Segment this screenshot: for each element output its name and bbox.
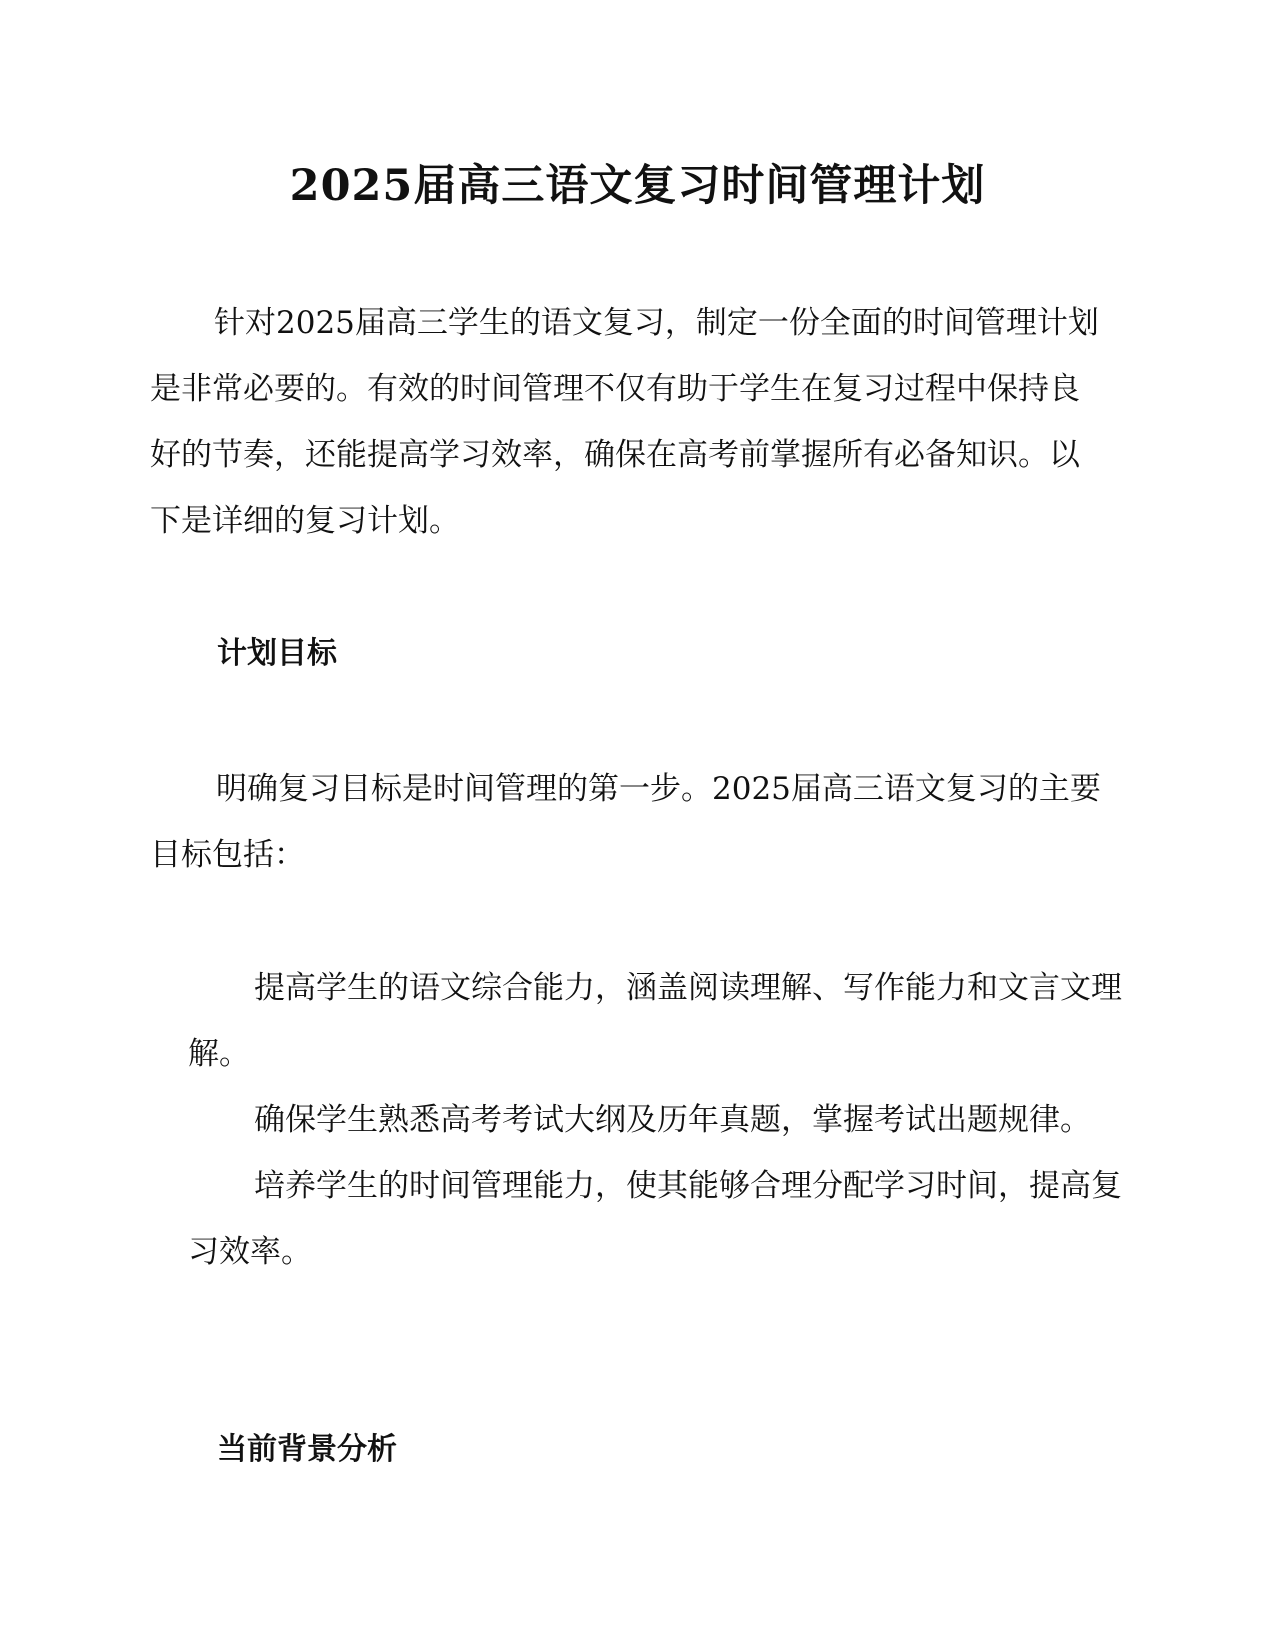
section-heading-goals: 计划目标 [217,636,337,671]
goal-item: 确保学生熟悉高考考试大纲及历年真题，掌握考试出题规律。 [254,1102,1091,1138]
intro-paragraph: 针对2025届高三学生的语文复习，制定一份全面的时间管理计划是非常必要的。有效的时间管理不仅有助于学生在复习过程中保持良好的节奏，还能提高学习效率，确保在高考前掌握所有必备知识。以下是详细的复习计划。 [150,305,1099,539]
goal-item: 培养学生的时间管理能力，使其能够合理分配学习时间，提高复习效率。 [188,1168,1122,1270]
section-heading-background: 当前背景分析 [217,1432,397,1467]
goal-item: 提高学生的语文综合能力，涵盖阅读理解、写作能力和文言文理解。 [188,970,1122,1072]
goals-intro-paragraph: 明确复习目标是时间管理的第一步。2025届高三语文复习的主要目标包括： [150,771,1101,873]
goals-list [188,955,1123,1285]
document-title: 2025届高三语文复习时间管理计划 [289,161,986,211]
